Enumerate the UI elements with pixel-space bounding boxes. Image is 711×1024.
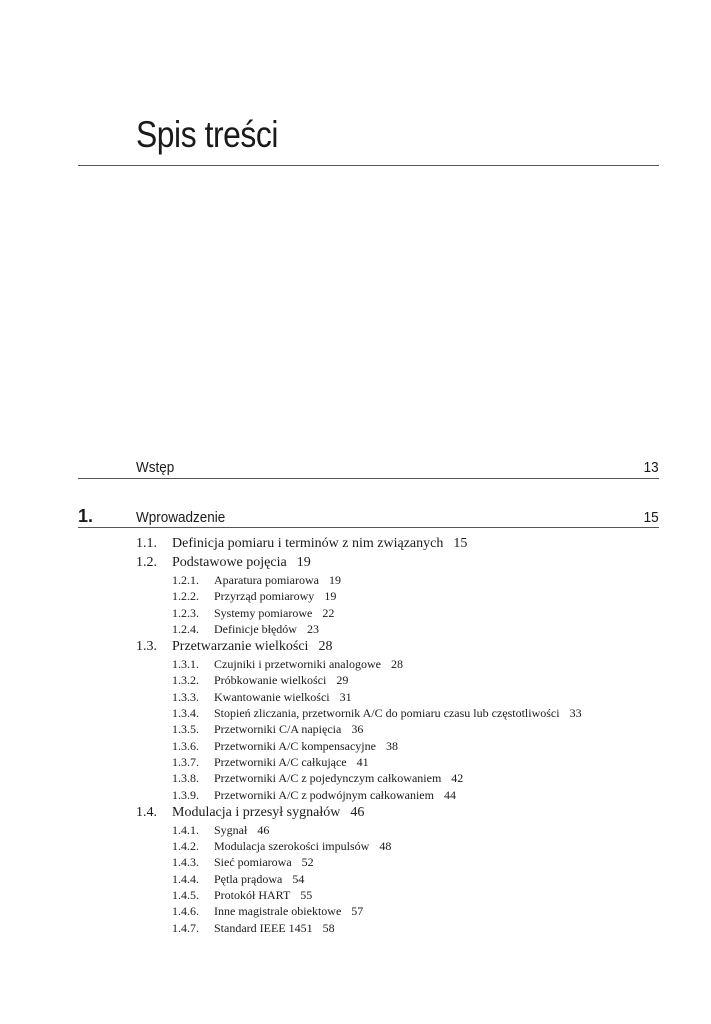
subsection-page: 54 — [292, 871, 305, 886]
subsection-number: 1.3.9. — [172, 787, 199, 802]
subsection-number: 1.2.3. — [172, 605, 199, 620]
toc-section[interactable] — [136, 534, 659, 553]
toc-subsection[interactable] — [136, 705, 659, 721]
subsection-label: Protokół HART — [214, 888, 291, 903]
section-page: 19 — [296, 555, 311, 570]
subsection-label: Próbkowanie wielkości — [214, 673, 327, 688]
subsection-number: 1.3.1. — [172, 657, 199, 672]
chapter-number: 1. — [78, 506, 94, 526]
subsection-page: 48 — [379, 839, 392, 854]
subsection-number: 1.3.2. — [172, 673, 199, 688]
subsection-label: Przetworniki A/C z pojedynczym całkowaniem — [214, 771, 442, 786]
intro-rule — [78, 478, 659, 479]
chapter-label: Wprowadzenie — [136, 509, 226, 526]
subsection-number: 1.4.4. — [172, 871, 199, 886]
subsection-page: 31 — [339, 689, 352, 704]
subsection-number: 1.2.1. — [172, 573, 199, 587]
toc-subsection[interactable] — [136, 588, 659, 604]
toc-subsection[interactable] — [136, 770, 659, 786]
toc-subsection[interactable] — [136, 754, 659, 770]
subsection-label: Stopień zliczania, przetwornik A/C do pomiaru czasu lub częstotliwości — [214, 706, 560, 721]
toc-subsection[interactable] — [136, 887, 659, 903]
subsection-label: Modulacja szerokości impulsów — [214, 839, 370, 854]
toc-subsection[interactable] — [136, 605, 659, 621]
subsection-page: 55 — [300, 888, 313, 903]
toc-entry-chapter-1[interactable] — [78, 505, 659, 527]
toc-section[interactable] — [136, 637, 659, 656]
subsection-label: Inne magistrale obiektowe — [214, 904, 342, 919]
section-page: 15 — [453, 536, 468, 551]
subsection-page: 52 — [301, 855, 314, 870]
toc-subsection[interactable] — [136, 838, 659, 854]
subsection-page: 19 — [324, 589, 337, 604]
subsection-label: Przetworniki A/C z podwójnym całkowaniem — [214, 787, 434, 802]
subsection-number: 1.3.7. — [172, 754, 199, 769]
section-number: 1.1. — [136, 536, 157, 551]
section-label: Przetwarzanie wielkości — [172, 639, 309, 655]
subsection-page: 33 — [569, 706, 582, 721]
chapter-rule — [78, 527, 659, 528]
toc-subsection[interactable] — [136, 903, 659, 919]
section-label: Definicja pomiaru i terminów z nim związanych — [172, 536, 444, 551]
subsection-page: 58 — [322, 920, 335, 935]
subsection-page: 42 — [451, 771, 464, 786]
toc-subsection[interactable] — [136, 621, 659, 637]
toc-subsection[interactable] — [136, 672, 659, 688]
toc-subsection[interactable] — [136, 854, 659, 870]
subsection-page: 41 — [356, 754, 369, 769]
toc-subsection[interactable] — [136, 721, 659, 737]
subsection-label: Sieć pomiarowa — [214, 855, 292, 870]
subsection-label: Sygnał — [214, 822, 248, 837]
subsection-number: 1.4.1. — [172, 822, 199, 837]
toc-subsection[interactable] — [136, 656, 659, 672]
subsection-number: 1.3.4. — [172, 706, 199, 721]
subsection-number: 1.4.2. — [172, 839, 199, 854]
subsection-page: 57 — [351, 904, 364, 919]
section-number: 1.3. — [136, 639, 157, 655]
subsection-number: 1.4.6. — [172, 904, 199, 919]
subsection-page: 19 — [328, 573, 341, 587]
toc-subsection[interactable] — [136, 572, 659, 588]
subsection-page: 23 — [306, 621, 319, 636]
subsection-label: Aparatura pomiarowa — [214, 573, 319, 587]
subsection-number: 1.2.4. — [172, 621, 199, 636]
toc-section[interactable] — [136, 553, 659, 572]
subsection-page: 22 — [322, 605, 335, 620]
subsection-number: 1.3.3. — [172, 689, 199, 704]
subsection-label: Standard IEEE 1451 — [214, 920, 313, 935]
section-label: Modulacja i przesył sygnałów — [172, 804, 341, 820]
section-label: Podstawowe pojęcia — [172, 555, 287, 570]
subsection-number: 1.3.6. — [172, 738, 199, 753]
section-page: 46 — [350, 804, 365, 820]
toc-section[interactable] — [136, 803, 659, 822]
subsection-label: Przyrząd pomiarowy — [214, 589, 315, 604]
section-page: 28 — [318, 639, 333, 655]
toc-subsection[interactable] — [136, 920, 659, 936]
subsection-number: 1.4.7. — [172, 920, 199, 935]
chapter-page: 15 — [643, 509, 659, 526]
subsection-number: 1.4.3. — [172, 855, 199, 870]
subsection-page: 44 — [443, 787, 456, 802]
subsection-number: 1.3.8. — [172, 771, 199, 786]
toc-subsection[interactable] — [136, 689, 659, 705]
subsection-label: Definicje błędów — [214, 621, 297, 636]
subsection-number: 1.3.5. — [172, 722, 199, 737]
title-rule — [78, 165, 659, 166]
subsection-label: Pętla prądowa — [214, 871, 283, 886]
subsection-label: Przetworniki A/C kompensacyjne — [214, 738, 376, 753]
toc-entry-intro[interactable] — [78, 455, 659, 477]
subsection-page: 46 — [257, 822, 270, 837]
subsection-page: 36 — [351, 722, 364, 737]
subsection-label: Systemy pomiarowe — [214, 605, 313, 620]
subsection-label: Kwantowanie wielkości — [214, 689, 330, 704]
subsection-label: Przetworniki C/A napięcia — [214, 722, 342, 737]
subsection-page: 29 — [336, 673, 349, 688]
section-number: 1.4. — [136, 804, 157, 820]
subsection-number: 1.4.5. — [172, 888, 199, 903]
toc-subsection[interactable] — [136, 738, 659, 754]
subsection-page: 38 — [385, 738, 398, 753]
subsection-number: 1.2.2. — [172, 589, 199, 604]
page-title: Spis treści — [136, 114, 279, 155]
subsection-label: Czujniki i przetworniki analogowe — [214, 657, 381, 672]
toc-subsection[interactable] — [136, 871, 659, 887]
intro-label: Wstęp — [136, 459, 175, 476]
subsection-page: 28 — [390, 657, 403, 672]
subsection-label: Przetworniki A/C całkujące — [214, 754, 347, 769]
section-number: 1.2. — [136, 555, 157, 570]
intro-page: 13 — [643, 459, 659, 476]
toc-subsection[interactable] — [136, 822, 659, 838]
toc-list — [136, 534, 659, 936]
toc-subsection[interactable] — [136, 787, 659, 803]
